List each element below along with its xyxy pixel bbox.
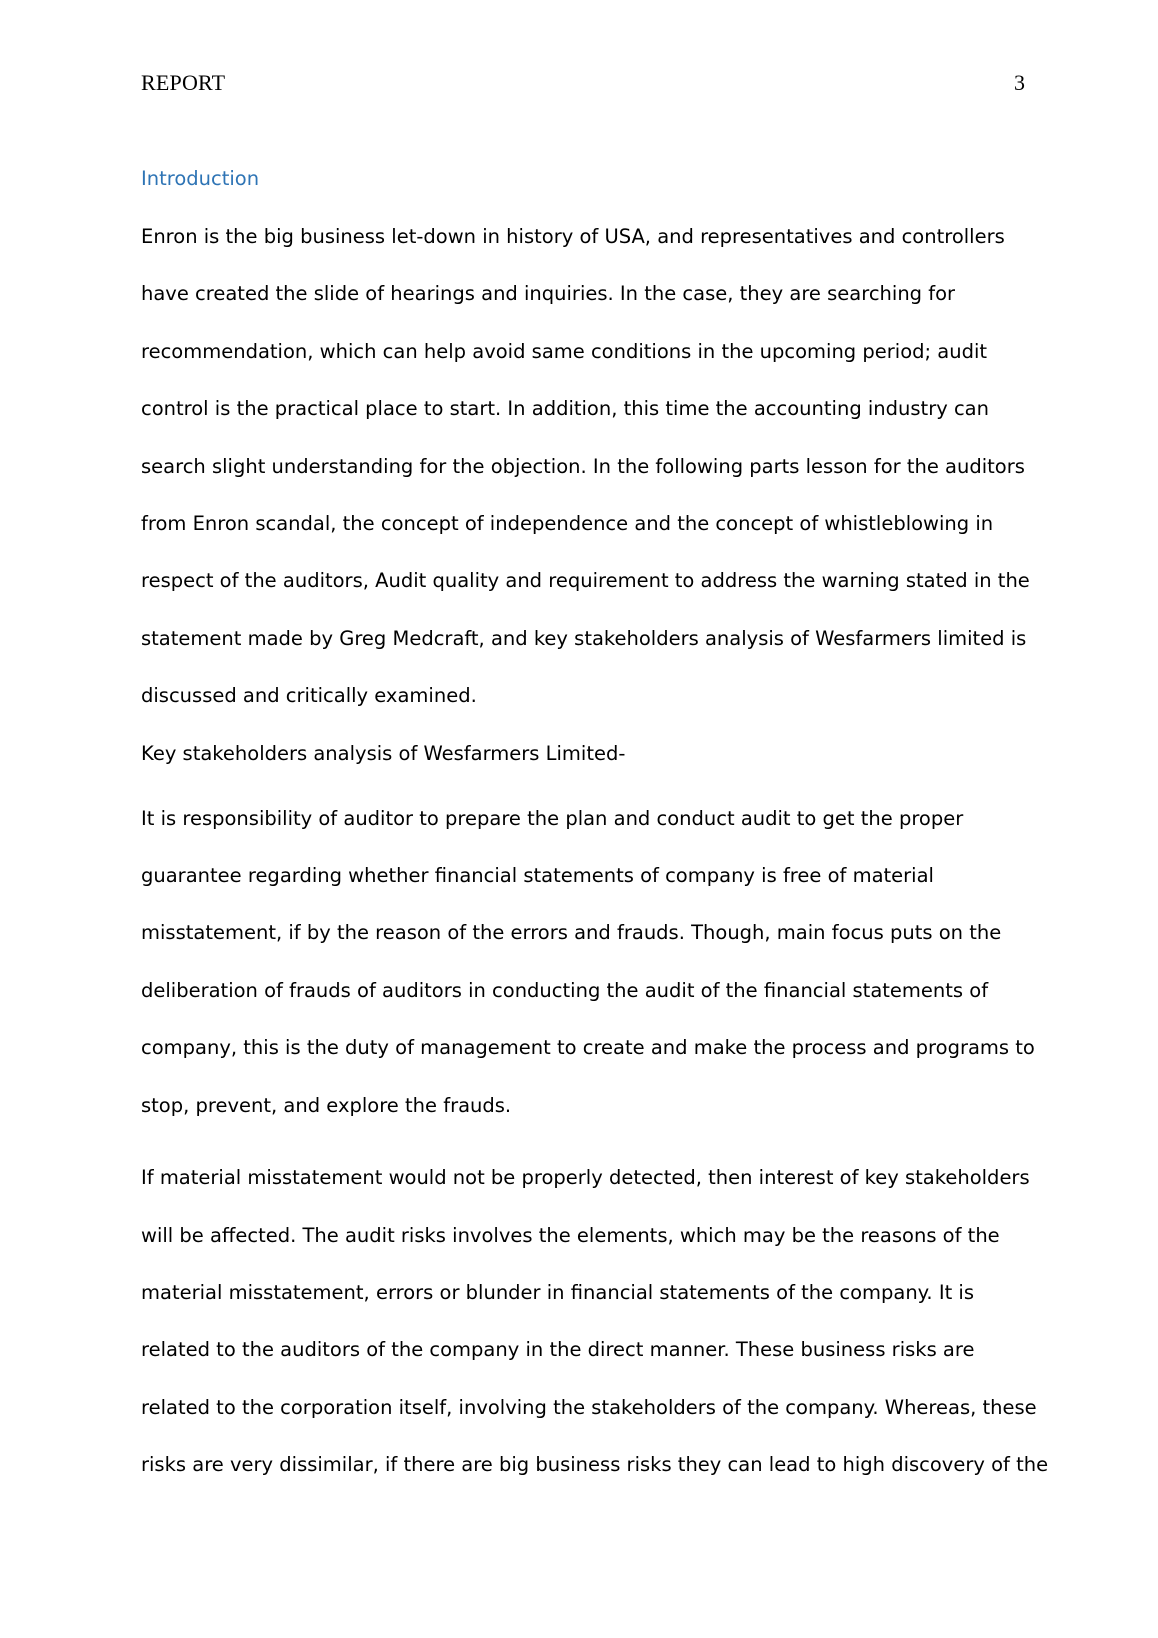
- text-line: statement made by Greg Medcraft, and key stakeholders analysis of Wesfarmers limited is: [141, 626, 1027, 650]
- text-line: search slight understanding for the objection. In the following parts lesson for the auditors: [141, 454, 1025, 478]
- text-line: recommendation, which can help avoid same conditions in the upcoming period; audit: [141, 339, 988, 363]
- text-line: It is responsibility of auditor to prepare the plan and conduct audit to get the proper: [141, 806, 964, 830]
- text-line: related to the corporation itself, involving the stakeholders of the company. Whereas, these: [141, 1395, 1037, 1419]
- text-line: related to the auditors of the company in the direct manner. These business risks are: [141, 1338, 975, 1362]
- text-line: guarantee regarding whether financial statements of company is free of material: [141, 864, 934, 888]
- section-heading-introduction: Introduction: [141, 167, 260, 190]
- text-line: discussed and critically examined.: [141, 684, 477, 708]
- text-line: have created the slide of hearings and inquiries. In the case, they are searching for: [141, 282, 956, 306]
- text-line: respect of the auditors, Audit quality and requirement to address the warning stated in the: [141, 569, 1030, 593]
- paragraph-spacer: [141, 1134, 1041, 1149]
- text-line: stop, prevent, and explore the frauds.: [141, 1093, 512, 1117]
- text-line: risks are very dissimilar, if there are big business risks they can lead to high discovery of the: [141, 1453, 1049, 1477]
- text-line: material misstatement, errors or blunder in financial statements of the company. It is: [141, 1280, 975, 1304]
- document-body: [141, 164, 1049, 1494]
- page-number: 3: [1014, 70, 1025, 95]
- text-line: company, this is the duty of management to create and make the process and programs to: [141, 1036, 1035, 1060]
- text-line: control is the practical place to start. In addition, this time the accounting industry can: [141, 397, 989, 421]
- text-line: will be affected. The audit risks involves the elements, which may be the reasons of the: [141, 1223, 1000, 1247]
- text-line: deliberation of frauds of auditors in conducting the audit of the financial statements of: [141, 978, 989, 1002]
- text-line: If material misstatement would not be properly detected, then interest of key stakeholders: [141, 1166, 1030, 1190]
- paragraph-auditor-responsibility: [141, 790, 1041, 1134]
- paragraph-material-misstatement: [141, 1149, 1049, 1493]
- subheading-stakeholders-analysis: Key stakeholders analysis of Wesfarmers Limited-: [141, 741, 626, 765]
- text-line: from Enron scandal, the concept of independence and the concept of whistleblowing in: [141, 512, 994, 536]
- text-line: misstatement, if by the reason of the errors and frauds. Though, main focus puts on the: [141, 921, 1002, 945]
- text-line: Enron is the big business let-down in history of USA, and representatives and controllers: [141, 225, 1005, 248]
- paragraph-introduction: [141, 208, 1041, 725]
- running-header-title: REPORT: [141, 70, 226, 95]
